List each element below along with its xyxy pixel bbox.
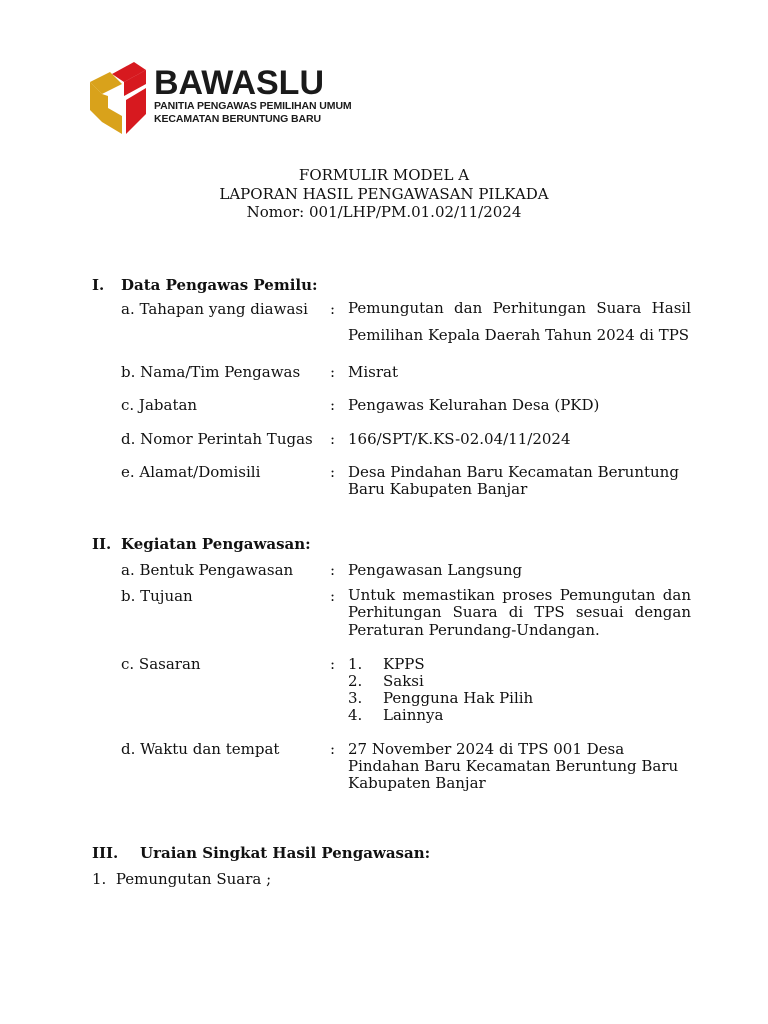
field-label-nomor-perintah: d. Nomor Perintah Tugas (121, 430, 313, 448)
colon: : (330, 363, 336, 381)
field-value-waktu-line3: Kabupaten Banjar (348, 774, 486, 792)
logo-subtitle-line2: KECAMATAN BERUNTUNG BARU (154, 113, 321, 125)
report-title: LAPORAN HASIL PENGAWASAN PILKADA (219, 185, 549, 203)
field-value-nomor-perintah: 166/SPT/K.KS-02.04/11/2024 (348, 430, 571, 448)
field-value-tujuan-line3: Peraturan Perundang-Undangan. (348, 621, 600, 639)
list-item-number: 1. (348, 655, 363, 673)
field-value-tujuan-line1: Untuk memastikan proses Pemungutan dan (348, 586, 691, 604)
colon: : (330, 396, 336, 414)
colon: : (330, 300, 336, 318)
form-title: FORMULIR MODEL A (298, 166, 470, 184)
section-1-title: Data Pengawas Pemilu: (121, 276, 318, 294)
bawaslu-logo (88, 60, 352, 138)
list-item-number: 2. (348, 672, 363, 690)
list-item-number: 3. (348, 689, 363, 707)
logo-subtitle-line1: PANITIA PENGAWAS PEMILIHAN UMUM (154, 100, 352, 112)
field-value-waktu-line1: 27 November 2024 di TPS 001 Desa (348, 740, 625, 758)
field-value-tahapan-line1: Pemungutan dan Perhitungan Suara Hasil (348, 299, 691, 317)
list-item-text: Lainnya (383, 706, 444, 724)
section-2-title: Kegiatan Pengawasan: (121, 535, 311, 553)
field-label-nama: b. Nama/Tim Pengawas (121, 363, 301, 381)
field-value-jabatan: Pengawas Kelurahan Desa (PKD) (348, 396, 600, 414)
field-label-jabatan: c. Jabatan (121, 396, 198, 414)
field-label-sasaran: c. Sasaran (121, 655, 201, 673)
list-item-text: KPPS (383, 655, 425, 673)
field-label-bentuk: a. Bentuk Pengawasan (121, 561, 294, 579)
field-label-alamat: e. Alamat/Domisili (121, 463, 261, 481)
report-number: Nomor: 001/LHP/PM.01.02/11/2024 (246, 203, 522, 221)
colon: : (330, 463, 336, 481)
colon: : (330, 587, 336, 605)
field-value-alamat-line1: Desa Pindahan Baru Kecamatan Beruntung (348, 463, 679, 481)
field-value-waktu-line2: Pindahan Baru Kecamatan Beruntung Baru (348, 757, 679, 775)
colon: : (330, 740, 336, 758)
section-3-item-1: 1. Pemungutan Suara ; (92, 870, 272, 888)
list-item-text: Pengguna Hak Pilih (383, 689, 534, 707)
field-label-tujuan: b. Tujuan (121, 587, 193, 605)
colon: : (330, 561, 336, 579)
field-value-nama: Misrat (348, 363, 398, 381)
field-value-tahapan-line2: Pemilihan Kepala Daerah Tahun 2024 di TPS (348, 326, 690, 344)
field-value-alamat-line2: Baru Kabupaten Banjar (348, 480, 528, 498)
field-value-bentuk: Pengawasan Langsung (348, 561, 523, 579)
field-label-waktu: d. Waktu dan tempat (121, 740, 280, 758)
field-value-tujuan-line2: Perhitungan Suara di TPS sesuai dengan (348, 603, 691, 621)
field-label-tahapan: a. Tahapan yang diawasi (121, 300, 308, 318)
section-2-number: II. (92, 535, 112, 553)
logo-brand-name: BAWASLU (154, 64, 324, 102)
section-3-title: Uraian Singkat Hasil Pengawasan: (140, 844, 431, 862)
list-item-number: 4. (348, 706, 363, 724)
colon: : (330, 430, 336, 448)
section-3-number: III. (92, 844, 119, 862)
list-item-text: Saksi (383, 672, 424, 690)
bawaslu-emblem-icon (88, 60, 152, 138)
section-1-number: I. (92, 276, 105, 294)
colon: : (330, 655, 336, 673)
